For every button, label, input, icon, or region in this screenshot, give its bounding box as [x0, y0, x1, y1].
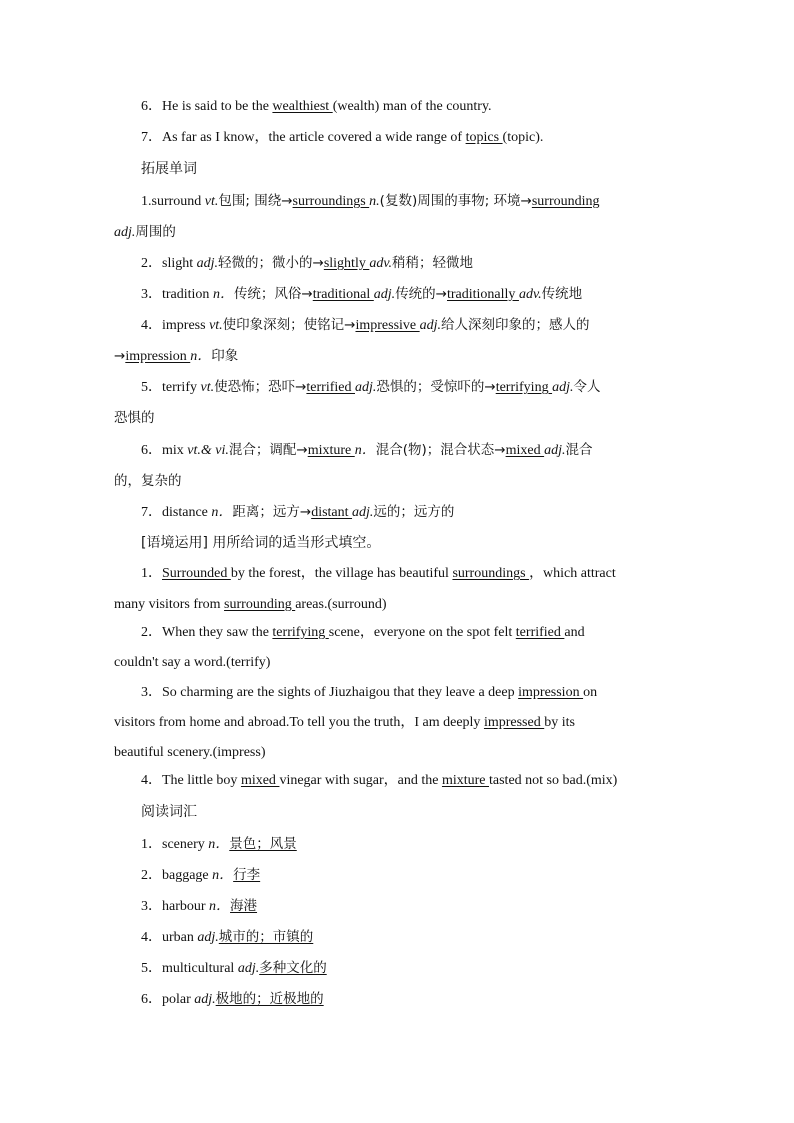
- answer-blank: 行李: [233, 867, 261, 883]
- item-number: 6．: [141, 99, 162, 114]
- text-run: by its: [544, 715, 575, 730]
- text-run: (topic).: [502, 130, 544, 145]
- text-run: n.: [369, 194, 380, 209]
- text-run: tasted not so bad.(mix): [489, 773, 618, 788]
- vocab-item: [141, 378, 686, 397]
- reading-vocab-item: [141, 835, 686, 854]
- answer-blank: impressed: [483, 715, 545, 730]
- text-run: 恐惧的；受惊吓的→: [376, 379, 496, 395]
- vocab-word: multicultural: [162, 961, 238, 976]
- vocab-item: [141, 285, 686, 304]
- answer-blank: impression: [518, 685, 584, 700]
- section-title: 拓展单词: [141, 161, 197, 177]
- item-number: 7．: [141, 130, 162, 145]
- text-run: As far as I know，the article covered a wide range of: [162, 130, 466, 145]
- item-number: 3．: [141, 287, 162, 302]
- text-run: adj.: [196, 256, 219, 271]
- text-run: n．: [354, 443, 376, 458]
- answer-blank: 城市的；市镇的: [218, 929, 314, 945]
- text-run: tradition: [162, 287, 213, 302]
- text-run: 印象: [211, 348, 239, 364]
- exercise-item: [141, 772, 686, 790]
- item-number: 7．: [141, 505, 162, 520]
- exercise-item: [141, 565, 686, 583]
- answer-blank: traditionally: [447, 287, 519, 302]
- text-run: (wealth) man of the country.: [332, 99, 492, 114]
- context-heading: [141, 534, 686, 553]
- answer-blank: mixed: [240, 773, 280, 788]
- text-run: by the forest，the village has beautiful: [230, 566, 453, 581]
- part-of-speech: adj.: [194, 992, 216, 1007]
- text-run: vt.: [204, 194, 219, 209]
- answer-blank: 极地的；近极地的: [215, 991, 324, 1007]
- answer-blank: terrified: [306, 380, 355, 395]
- vocab-item: [141, 192, 686, 211]
- text-run: →: [114, 348, 126, 364]
- item-number: 5．: [141, 380, 162, 395]
- text-run: 给人深刻印象的；感人的: [441, 317, 590, 333]
- answer-blank: surrounding: [224, 597, 296, 612]
- item-number: 5．: [141, 961, 162, 976]
- answer-blank: surroundings: [292, 194, 370, 209]
- reading-vocab-item: [141, 959, 686, 978]
- section-title: 阅读词汇: [141, 804, 197, 820]
- answer-blank: terrifying: [495, 380, 553, 395]
- text-run: areas.(surround): [295, 597, 387, 612]
- answer-blank: terrified: [515, 625, 565, 640]
- vocab-item-continued: [114, 223, 686, 242]
- text-run: n．: [212, 287, 234, 302]
- text-run: 的，复杂的: [114, 473, 182, 489]
- vocab-item: [141, 316, 686, 335]
- text-run: many visitors from: [114, 597, 225, 612]
- exercise-item-continued: [114, 744, 686, 762]
- answer-blank: terrifying: [272, 625, 329, 640]
- item-number: 2．: [141, 868, 162, 883]
- section-heading-expand: [141, 160, 686, 179]
- text-run: vt.: [200, 380, 215, 395]
- part-of-speech: adj.: [197, 930, 219, 945]
- text-run: adj.: [419, 318, 442, 333]
- text-run: 远的；远方的: [373, 504, 455, 520]
- section-title: [语境运用] 用所给词的适当形式填空。: [141, 535, 381, 551]
- vocab-word: polar: [162, 992, 195, 1007]
- reading-vocab-item: [141, 866, 686, 885]
- text-run: n．: [190, 349, 212, 364]
- text-run: and: [564, 625, 585, 640]
- text-run: vt.: [209, 318, 223, 333]
- text-run: vt.& vi.: [187, 443, 229, 458]
- answer-blank: impressive: [355, 318, 420, 333]
- answer-blank: mixture: [307, 443, 355, 458]
- text-run: When they saw the: [162, 625, 273, 640]
- text-run: 周围的: [135, 224, 176, 240]
- vocab-item: [141, 254, 686, 273]
- text-run: adj.: [352, 505, 374, 520]
- answer-blank: topics: [465, 130, 503, 145]
- answer-blank: mixed: [505, 443, 545, 458]
- item-number: 2．: [141, 256, 162, 271]
- text-run: distance: [162, 505, 212, 520]
- text-run: scene，everyone on the spot felt: [328, 625, 516, 640]
- item-number: 4．: [141, 773, 162, 788]
- text-run: (复数)周围的事物; 环境→: [379, 193, 532, 209]
- answer-blank: impression: [125, 349, 191, 364]
- item-number: 1.: [141, 194, 152, 209]
- text-run: 使印象深刻；使铭记→: [222, 317, 356, 333]
- exercise-item: [141, 684, 686, 702]
- text-run: beautiful scenery.(impress): [114, 745, 266, 760]
- text-run: adj.: [114, 225, 136, 240]
- text-run: 混合；调配→: [228, 442, 308, 458]
- text-run: visitors from home and abroad.To tell you the truth，I am deeply: [114, 715, 484, 730]
- text-run: 传统；风俗→: [233, 286, 313, 302]
- exercise-item-continued: [114, 654, 686, 672]
- text-run: 混合: [565, 442, 593, 458]
- text-run: 传统地: [541, 286, 583, 302]
- answer-blank: mixture: [441, 773, 489, 788]
- text-run: adv.: [518, 287, 542, 302]
- text-run: 距离；远方→: [232, 504, 312, 520]
- vocab-word: scenery: [162, 837, 209, 852]
- reading-vocab-item: [141, 990, 686, 1009]
- text-run: vinegar with sugar，and the: [279, 773, 442, 788]
- part-of-speech: n．: [208, 837, 230, 852]
- answer-blank: 景色；风景: [229, 836, 297, 852]
- answer-blank: surroundings: [452, 566, 530, 581]
- vocab-item: [141, 441, 686, 460]
- answer-blank: distant: [311, 505, 353, 520]
- text-run: on: [583, 685, 598, 700]
- answer-blank: traditional: [312, 287, 374, 302]
- vocab-word: baggage: [162, 868, 213, 883]
- item-number: 1．: [141, 837, 162, 852]
- answer-blank: slightly: [323, 256, 370, 271]
- text-run: couldn't say a word.(terrify): [114, 655, 271, 670]
- part-of-speech: n．: [212, 868, 234, 883]
- answer-blank: Surrounded: [162, 566, 231, 581]
- item-number: 2．: [141, 625, 162, 640]
- text-run: 传统的→: [395, 286, 447, 302]
- item-number: 6．: [141, 443, 162, 458]
- reading-vocab-item: [141, 897, 686, 916]
- part-of-speech: n．: [209, 899, 231, 914]
- text-run: adj.: [552, 380, 574, 395]
- text-run: ，which attract: [529, 566, 616, 581]
- answer-blank: 多种文化的: [259, 960, 327, 976]
- text-run: n．: [211, 505, 233, 520]
- text-run: adj.: [373, 287, 396, 302]
- item-number: 3．: [141, 899, 162, 914]
- item-number: 3．: [141, 685, 162, 700]
- question-line: [141, 98, 686, 116]
- exercise-item-continued: [114, 714, 686, 732]
- item-number: 4．: [141, 930, 162, 945]
- reading-vocab-item: [141, 928, 686, 947]
- exercise-item-continued: [114, 596, 686, 614]
- item-number: 6．: [141, 992, 162, 1007]
- question-line: [141, 129, 686, 147]
- text-run: adj.: [544, 443, 566, 458]
- vocab-item-continued: [114, 472, 686, 491]
- text-run: 包围; 围绕→: [218, 193, 293, 209]
- text-run: 轻微的；微小的→: [218, 255, 324, 271]
- vocab-item-continued: [114, 347, 686, 366]
- section-heading-reading: [141, 803, 686, 822]
- answer-blank: 海港: [230, 898, 258, 914]
- text-run: slight: [162, 256, 197, 271]
- text-run: adv.: [369, 256, 393, 271]
- answer-blank: wealthiest: [272, 99, 333, 114]
- text-run: 稍稍；轻微地: [392, 255, 474, 271]
- exercise-item: [141, 624, 686, 642]
- text-run: impress: [162, 318, 210, 333]
- item-number: 4．: [141, 318, 162, 333]
- text-run: He is said to be the: [162, 99, 273, 114]
- part-of-speech: adj.: [237, 961, 260, 976]
- answer-blank: surrounding: [531, 194, 600, 209]
- text-run: terrify: [162, 380, 201, 395]
- vocab-item: [141, 503, 686, 522]
- text-run: adj.: [355, 380, 377, 395]
- text-run: So charming are the sights of Jiuzhaigou that they leave a deep: [162, 685, 519, 700]
- text-run: The little boy: [162, 773, 241, 788]
- text-run: 混合(物)；混合状态→: [375, 442, 506, 458]
- item-number: 1．: [141, 566, 162, 581]
- text-run: 令人: [573, 379, 601, 395]
- text-run: 恐惧的: [114, 410, 155, 426]
- text-run: mix: [162, 443, 188, 458]
- text-run: 使恐怖；恐吓→: [214, 379, 307, 395]
- vocab-item-continued: [114, 409, 686, 428]
- text-run: surround: [151, 194, 205, 209]
- vocab-word: urban: [162, 930, 198, 945]
- vocab-word: harbour: [162, 899, 210, 914]
